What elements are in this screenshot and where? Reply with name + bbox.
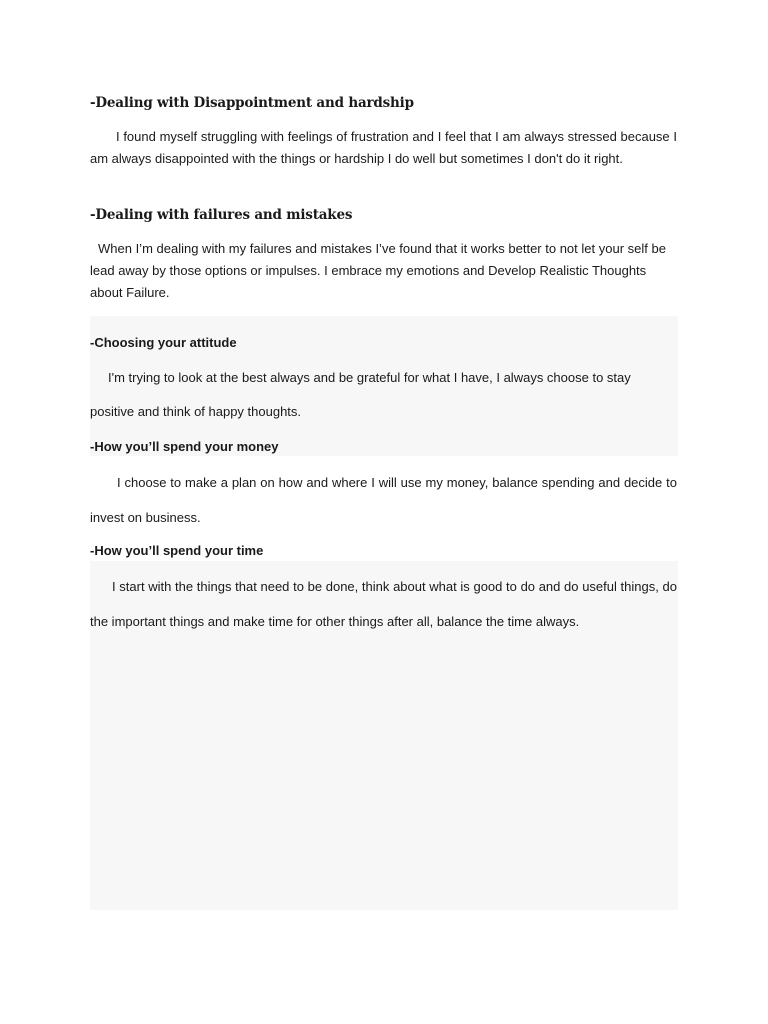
section-heading: -How you’ll spend your money — [90, 439, 279, 454]
section-paragraph: I choose to make a plan on how and where I will use my money, balance spending and decide to invest on business. — [90, 475, 677, 525]
section-paragraph: When I’m dealing with my failures and mistakes I’ve found that it works better to not let your self be lead away by those options or impulses. I embrace my emotions and Develop Realistic Thoughts about Failure. — [90, 241, 666, 300]
section-paragraph: I found myself struggling with feelings of frustration and I feel that I am always stressed because I am always disappointed with the things or hardship I do well but sometimes I don't do it right. — [90, 129, 677, 166]
section-heading: -Choosing your attitude — [90, 335, 237, 350]
section-heading: -Dealing with failures and mistakes — [90, 207, 353, 223]
section-heading: -Dealing with Disappointment and hardship — [90, 95, 414, 111]
section-paragraph: I start with the things that need to be done, think about what is good to do and do useful things, do the important things and make time for other things after all, balance the time always. — [90, 579, 677, 629]
section-heading: -How you’ll spend your time — [90, 543, 264, 558]
section-paragraph: I'm trying to look at the best always and be grateful for what I have, I always choose to stay positive and think of happy thoughts. — [90, 370, 631, 419]
